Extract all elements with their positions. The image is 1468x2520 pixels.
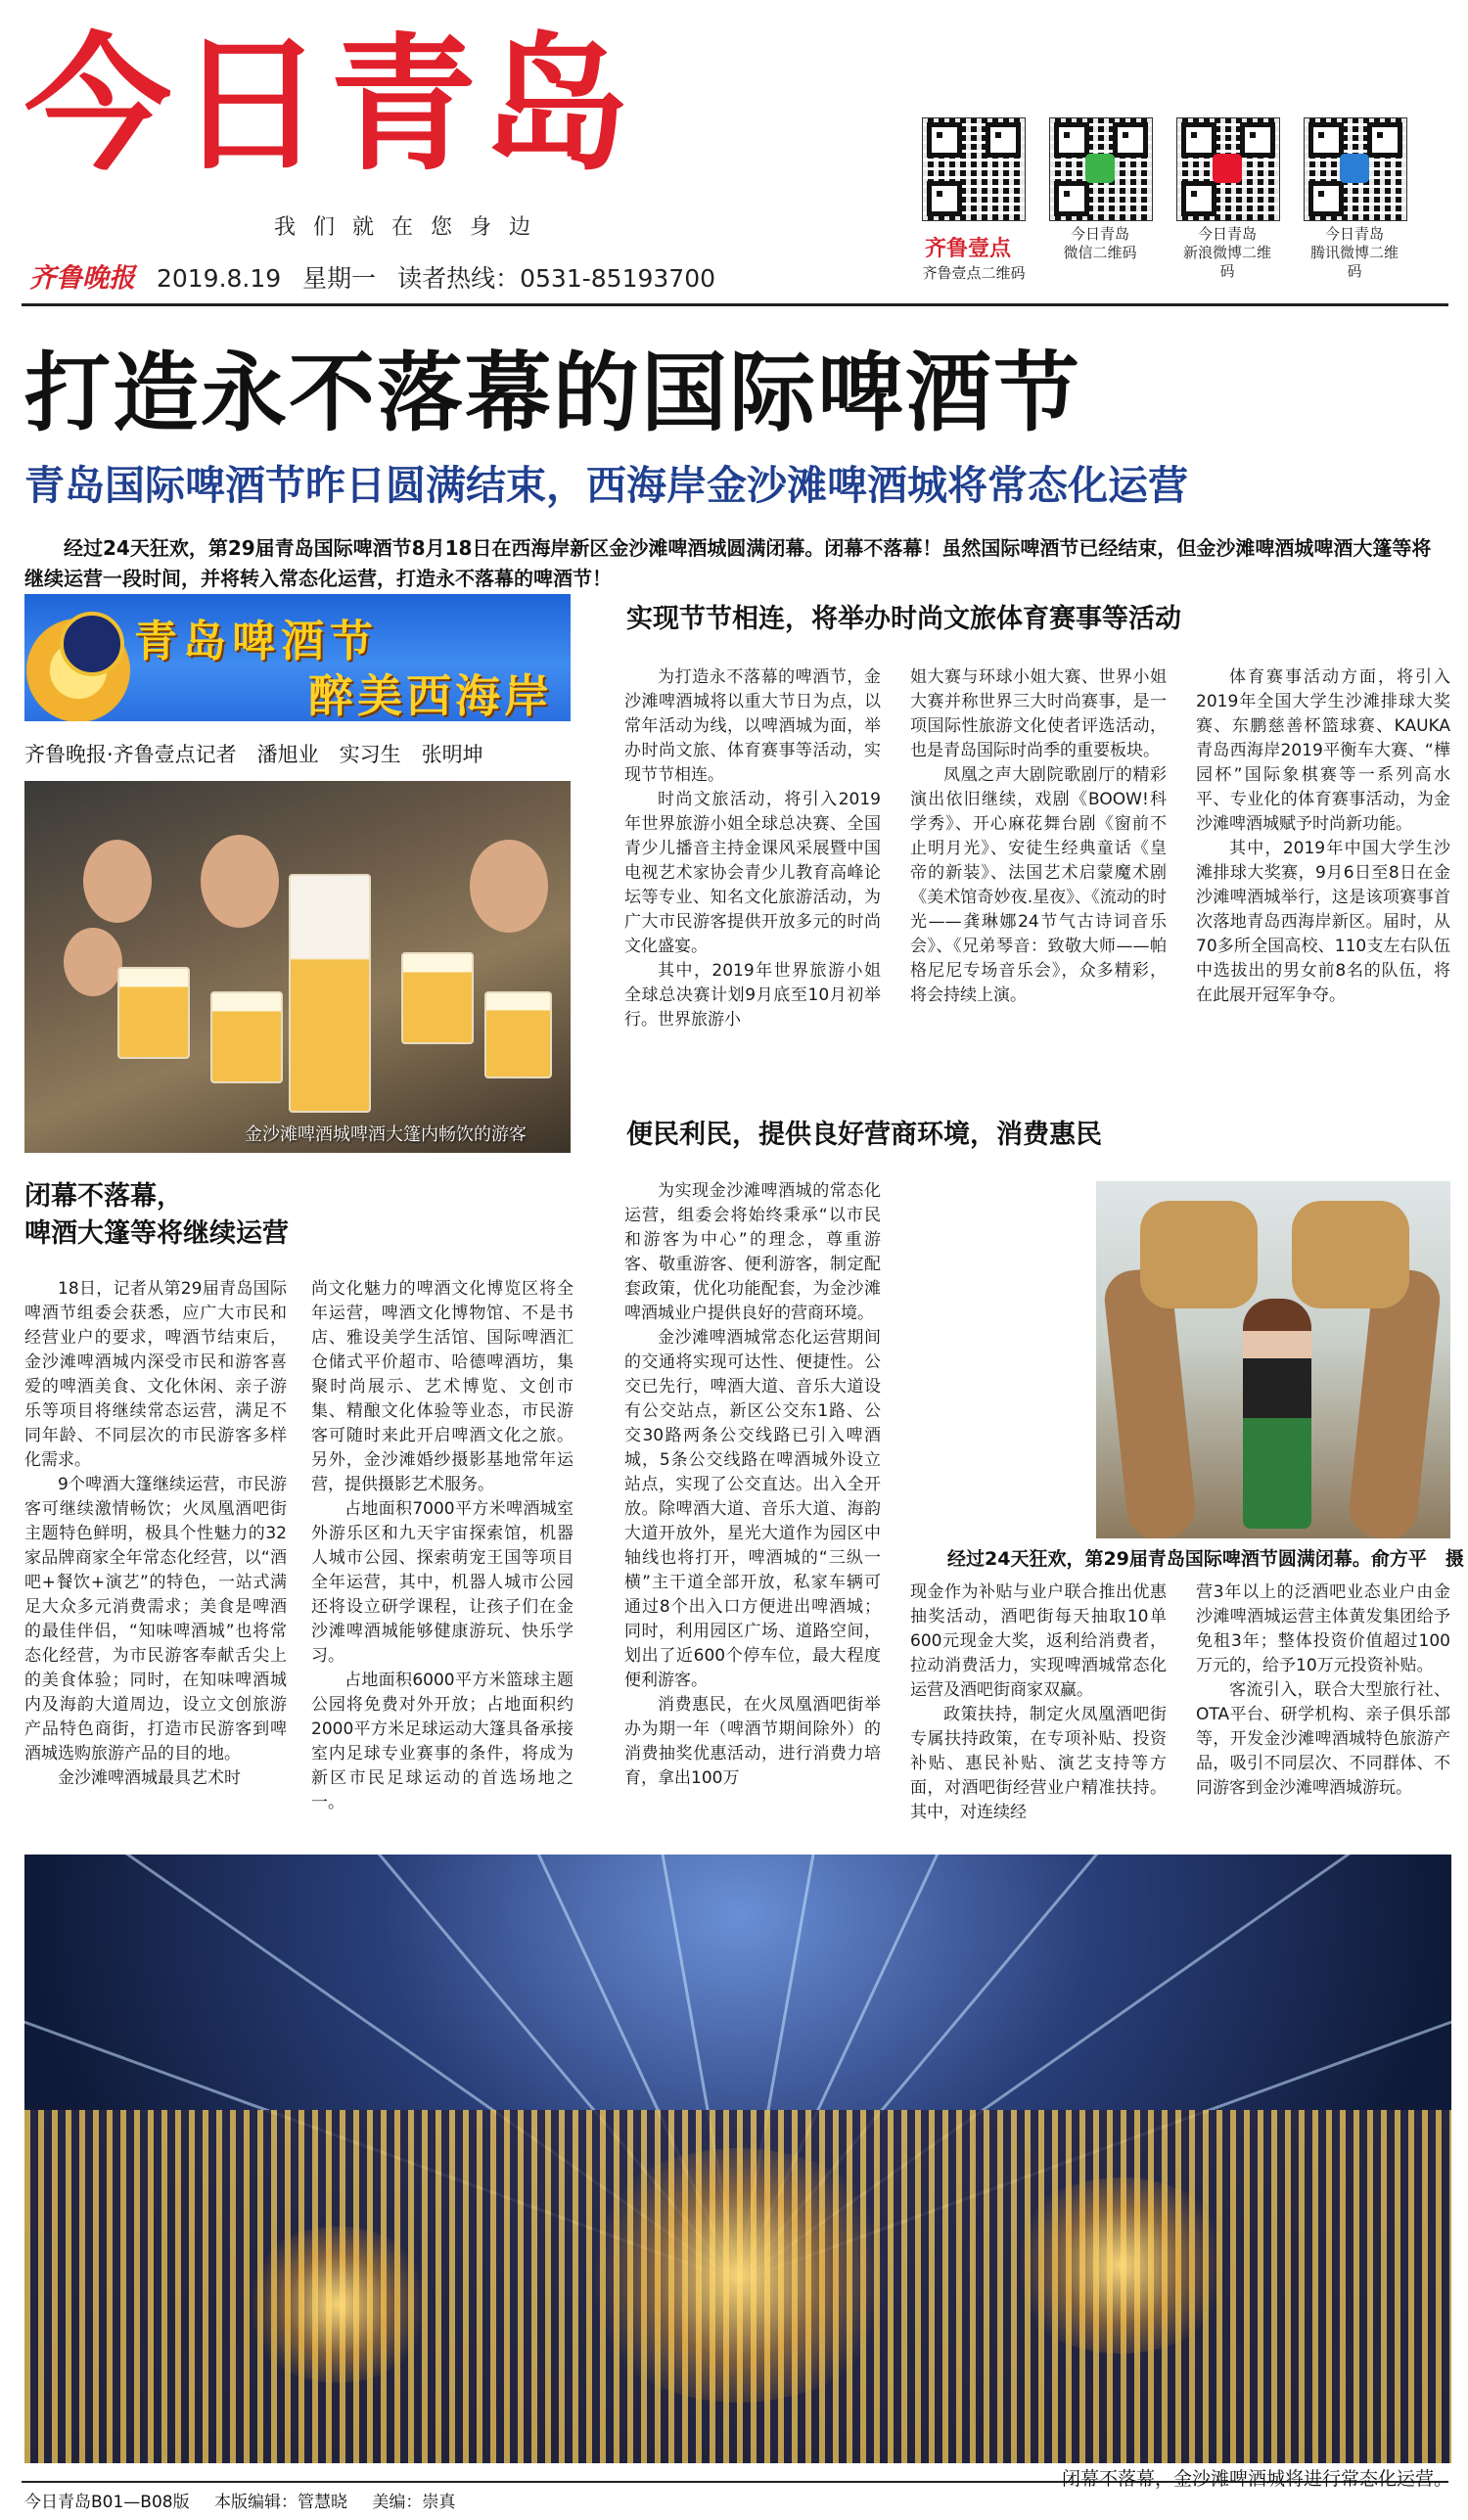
section1-title-line1: 闭幕不落幕， [24,1181,183,1212]
page-footer [24,2488,475,2512]
qr-brand-label: 齐鲁壹点 [925,237,1012,261]
festival-logo-icon [60,612,124,676]
photo-beer-tent [24,781,571,1153]
issue-date: 2019.8.19 [156,264,282,293]
qr-code-sina[interactable] [1176,117,1278,281]
masthead-divider [22,303,1448,306]
photo1-caption: 金沙滩啤酒城啤酒大篷内畅饮的游客 [245,1124,527,1145]
lead-paragraph: 经过24天狂欢，第29届青岛国际啤酒节8月18日在西海岸新区金沙滩啤酒城圆满闭幕。闭幕不落幕！虽然国际啤酒节已经结束，但金沙滩啤酒城啤酒大篷等将继续运营一段时间，并将转入常态化运营，打造永不落幕的啤酒节！ [24,536,1432,590]
paper-name: 齐鲁晚报 [29,263,135,294]
section1-col1 [24,1277,287,1791]
reader-hotline: 读者热线：0531-85193700 [397,264,715,293]
paragraph: 18日，记者从第29届青岛国际啤酒节组委会获悉，应广大市民和经营业户的要求，啤酒节结束后，金沙滩啤酒城内深受市民和游客喜爱的啤酒美食、文化休闲、亲子游乐等项目将继续常态运营，满足不同年龄、不同层次的市民游客多样化需求。 [24,1279,287,1470]
byline: 齐鲁晚报·齐鲁壹点记者 潘旭业 实习生 张明坤 [24,743,483,766]
qr-code-tencent[interactable] [1304,117,1405,281]
paragraph: 时尚文旅活动，将引入2019年世界旅游小姐全球总决赛、全国青少儿播音主持金课风采展暨中国电视艺术家协会青少儿教育高峰论坛等专业、知名文化旅游活动，为广大市民游客提供开放多元的时尚文化盛宴。 [624,790,881,956]
paragraph: 为打造永不落幕的啤酒节，金沙滩啤酒城将以重大节日为点，以常年活动为线，以啤酒城为面，举办时尚文旅、体育赛事等活动，实现节节相连。 [624,667,881,785]
paragraph: 现金作为补贴与业户联合推出优惠抽奖活动，酒吧街每天抽取10单600元现金大奖，返利给消费者，拉动消费活力，实现啤酒城常态化运营及酒吧街商家双赢。 [910,1582,1167,1700]
masthead-info [29,256,729,295]
photo3-caption: 闭幕不落幕，金沙滩啤酒城将进行常态化运营。 [1062,2468,1453,2490]
footer-designer: 美编：崇真 [372,2493,456,2512]
qr-label-tencent: 今日青岛 腾讯微博二维码 [1309,225,1399,280]
photo-night-beer-city [24,1855,1451,2463]
issue-weekday: 星期一 [302,264,377,293]
banner-line1: 青岛啤酒节 [134,617,379,666]
section2-col2 [910,665,1167,1008]
paragraph: 营3年以上的泛酒吧业态业户由金沙滩啤酒城运营主体黄发集团给予免租3年；整体投资价值超过100万元的，给予10万元投资补贴。 [1196,1582,1450,1675]
footer-pages: 今日青岛B01—B08版 [24,2493,190,2512]
qr-code-icon [1176,117,1280,221]
qr-code-icon [1304,117,1407,221]
beer-festival-banner [24,594,571,721]
paragraph: 占地面积6000平方米篮球主题公园将免费对外开放；占地面积约2000平方米足球运动大篷具备承接室内足球专业赛事的条件，将成为新区市民足球运动的首选场地之一。 [311,1671,573,1812]
paragraph: 体育赛事活动方面，将引入2019年全国大学生沙滩排球大奖赛、东鹏慈善杯篮球赛、KAUKA青岛西海岸2019平衡车大赛、“樺园杯”国际象棋赛等一系列高水平、专业化的体育赛事活动，为金沙滩啤酒城赋予时尚新功能。 [1196,667,1450,834]
paragraph: 其中，2019年世界旅游小姐全球总决赛计划9月底至10月初举行。世界旅游小 [624,961,881,1030]
section2-col3 [1196,665,1450,1008]
qr-code-icon [1049,117,1153,221]
paragraph: 消费惠民，在火凤凰酒吧街举办为期一年（啤酒节期间除外）的消费抽奖优惠活动，进行消费力培育，拿出100万 [624,1695,881,1788]
photo-closing-arch [1096,1181,1450,1538]
qr-label-qilu: 齐鲁壹点二维码 [922,264,1026,282]
paragraph: 占地面积7000平方米啤酒城室外游乐区和九天宇宙探索馆，机器人城市公园、探索萌宠王国等项目全年运营，其中，机器人城市公园还将设立研学课程，让孩子们在金沙滩啤酒城能够健康游玩、快乐学习。 [311,1499,573,1666]
qr-code-icon [922,117,1026,221]
woman-figure [1243,1299,1311,1529]
masthead-slogan: 我们就在您身边 [274,215,549,240]
banner-line2: 醉美西海岸 [308,669,553,721]
paragraph: 客流引入，联合大型旅行社、OTA平台、研学机构、亲子俱乐部等，开发金沙滩啤酒城特色旅游产品，吸引不同层次、不同群体、不同游客到金沙滩啤酒城游玩。 [1196,1680,1450,1798]
section3-col2 [910,1581,1167,1825]
section3-col1 [624,1179,881,1791]
paragraph: 政策扶持，制定火凤凰酒吧街专属扶持政策，在专项补贴、投资补贴、惠民补贴、演艺支持等方面，对酒吧街经营业户精准扶持。其中，对连续经 [910,1705,1167,1822]
section3-title: 便民利民，提供良好营商环境，消费惠民 [626,1120,1102,1150]
masthead-title: 今日青岛 [24,21,636,191]
qr-code-qilu[interactable] [922,117,1024,221]
paragraph: 为实现金沙滩啤酒城的常态化运营，组委会将始终秉承“以市民和游客为中心”的理念，尊重游客、敬重游客、便利游客，制定配套政策，优化功能配套，为金沙滩啤酒城业户提供良好的营商环境。 [624,1181,881,1323]
photo2-caption: 经过24天狂欢，第29届青岛国际啤酒节圆满闭幕。俞方平 摄 [947,1548,1464,1570]
section2-col1 [624,665,881,1032]
section1-title-line2: 啤酒大篷等将继续运营 [24,1218,289,1249]
sub-headline: 青岛国际啤酒节昨日圆满结束，西海岸金沙滩啤酒城将常态化运营 [24,462,1188,509]
qr-label-wechat: 今日青岛 微信二维码 [1063,225,1137,261]
paragraph: 金沙滩啤酒城最具艺术时 [58,1768,241,1788]
paragraph: 金沙滩啤酒城常态化运营期间的交通将实现可达性、便捷性。公交已先行，啤酒大道、音乐大道设有公交站点，新区公交东1路、公交30路两条公交线路已引入啤酒城，5条公交线路在啤酒城外设立站点，实现了公交直达。出入全开放。除啤酒大道、音乐大道、海韵大道开放外，星光大道作为园区中轴线也将打开，啤酒城的“三纵一横”主干道全部开放，私家车辆可通过8个出入口方便进出啤酒城；同时，利用园区广场、道路空间，划出了近600个停车位，最大程度便利游客。 [624,1328,881,1690]
qr-code-wechat[interactable] [1049,117,1151,262]
main-headline: 打造永不落幕的国际啤酒节 [24,343,1082,443]
section1-col2 [311,1277,573,1815]
paragraph: 其中，2019年中国大学生沙滩排球大奖赛，9月6日至8日在金沙滩啤酒城举行，这是该项赛事首次落地青岛西海岸新区。届时，从70多所全国高校、110支左右队伍中选拔出的男女前8名的队伍，将在此展开冠军争夺。 [1196,839,1450,1005]
paragraph: 9个啤酒大篷继续运营，市民游客可继续激情畅饮；火凤凰酒吧街主题特色鲜明，极具个性魅力的32家品牌商家全年常态化经营，以“酒吧+餐饮+演艺”的特色，一站式满足大众多元消费需求；美食是啤酒的最佳伴侣，“知味啤酒城”也将常态化经营，为市民游客奉献舌尖上的美食体验；同时，在知味啤酒城内及海韵大道周边，设立文创旅游产品特色商街，打造市民游客到啤酒城选购旅游产品的目的地。 [24,1475,287,1764]
section2-title: 实现节节相连，将举办时尚文旅体育赛事等活动 [626,604,1181,634]
qr-label-sina: 今日青岛 新浪微博二维码 [1182,225,1271,280]
paragraph: 姐大赛与环球小姐大赛、世界小姐大赛并称世界三大时尚赛事，是一项国际性旅游文化使者评选活动，也是青岛国际时尚季的重要板块。 [910,667,1167,760]
footer-editor: 本版编辑：管慧晓 [214,2493,347,2512]
paragraph: 凤凰之声大剧院歌剧厅的精彩演出依旧继续，戏剧《BOOW!科学秀》、开心麻花舞台剧《窗前不止明月光》、安徒生经典童话《皇帝的新装》、法国艺术启蒙魔术剧《美术馆奇妙夜.星夜》、《流动的时光——龚琳娜24节气古诗词音乐会》、《兄弟琴音：致敬大师——帕格尼尼专场音乐会》，众多精彩，将会持续上演。 [910,765,1167,1005]
section3-col3 [1196,1581,1450,1801]
paragraph: 尚文化魅力的啤酒文化博览区将全年运营，啤酒文化博物馆、不是书店、雅设美学生活馆、国际啤酒汇仓储式平价超市、哈德啤酒坊，集聚时尚展示、艺术博览、文创市集、精酿文化体验等业态，市民游客可随时来此开启啤酒文化之旅。另外，金沙滩婚纱摄影基地常年运营，提供摄影艺术服务。 [311,1279,573,1494]
